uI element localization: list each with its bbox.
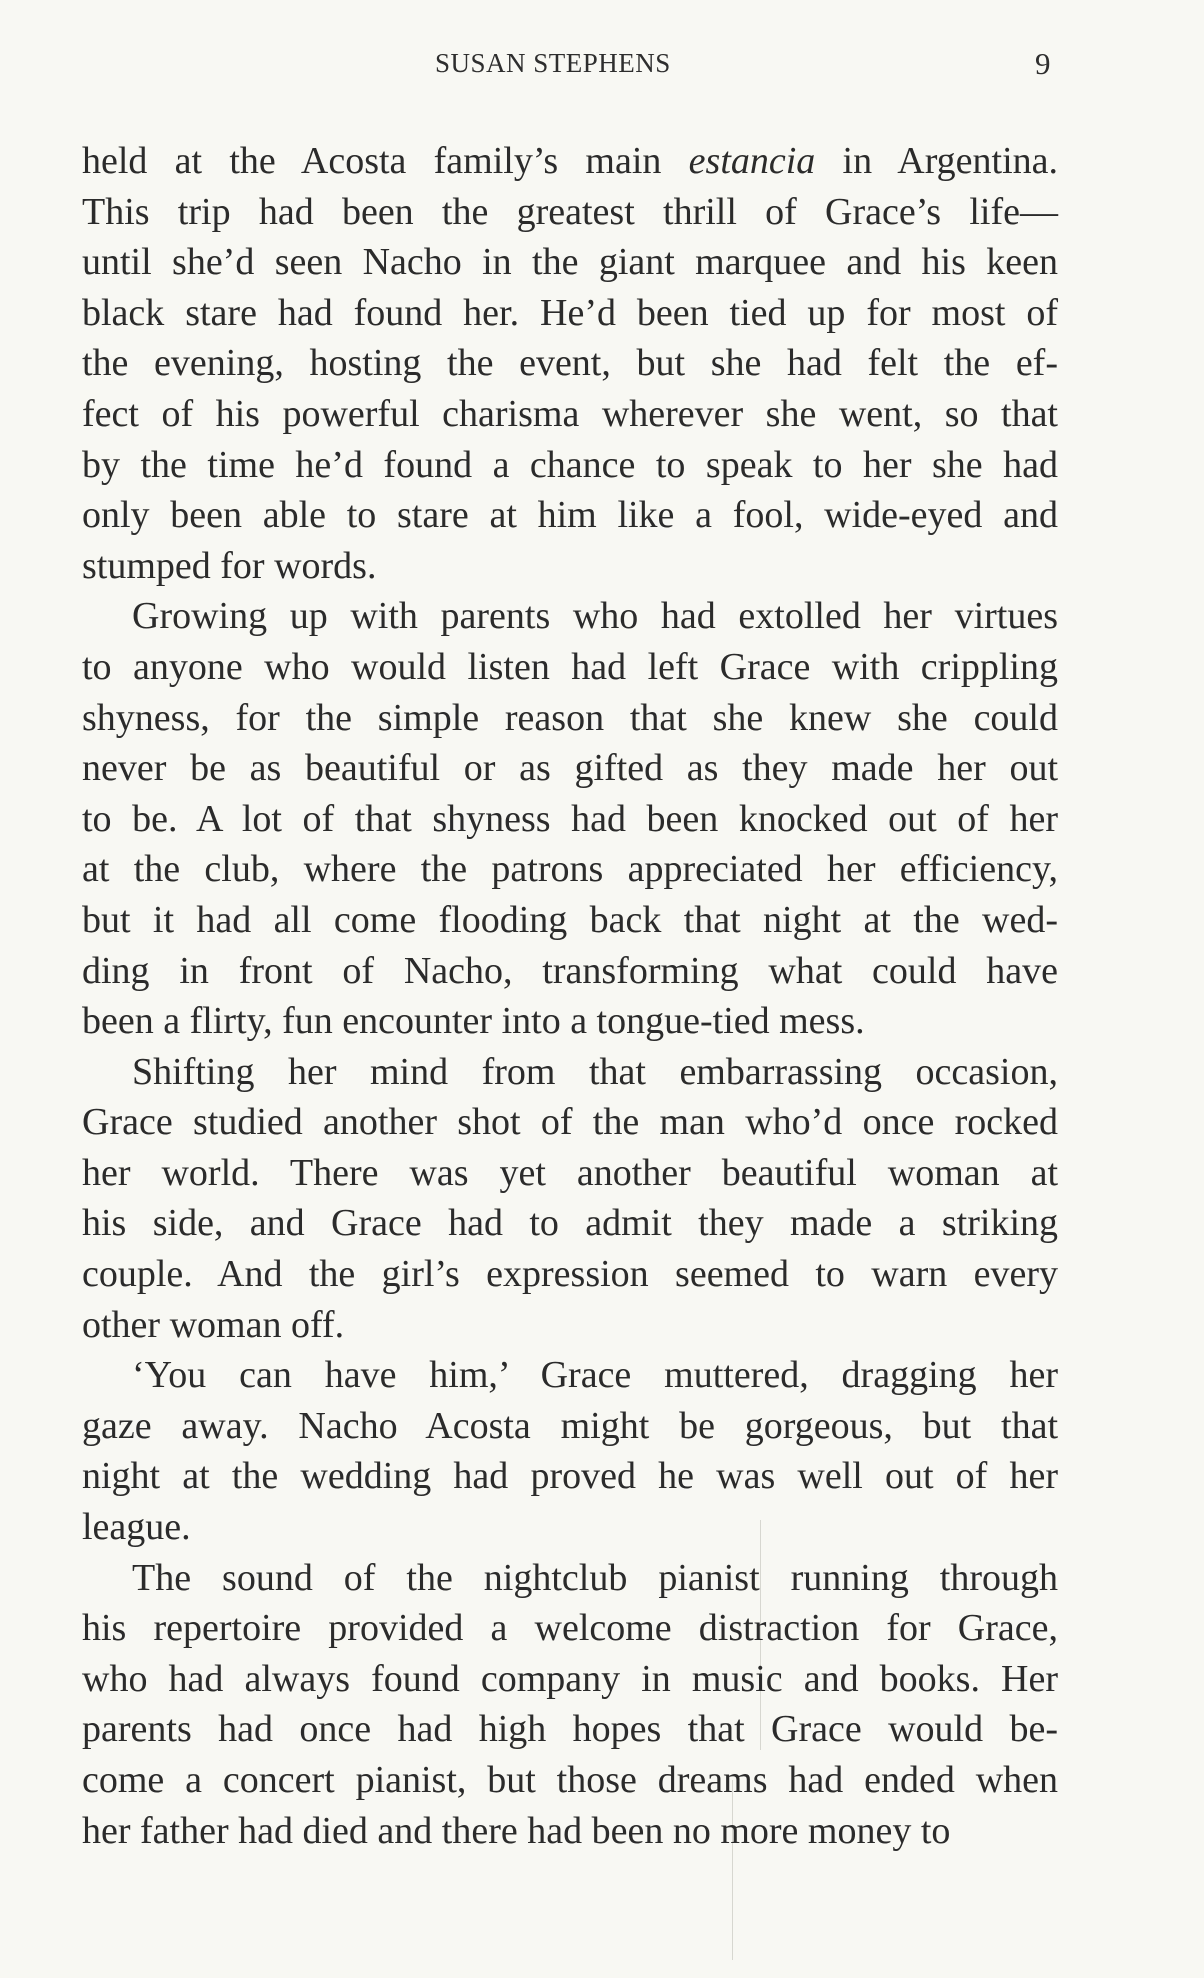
text-line: to anyone who would listen had left Grace with crippling <box>82 645 1058 688</box>
text-line: shyness, for the simple reason that she knew she could <box>82 696 1058 739</box>
text-line: other woman off. <box>82 1303 345 1346</box>
paragraph <box>82 591 1058 1046</box>
page-number: 9 <box>1035 46 1051 81</box>
text-line: to be. A lot of that shyness had been knocked out of her <box>82 797 1058 840</box>
text-line: league. <box>82 1506 191 1549</box>
paragraph <box>82 1553 1058 1857</box>
text-line: held at the Acosta family’s main estancia in Argentina. <box>82 140 1059 182</box>
text-line: black stare had found her. He’d been tied up for most of <box>82 291 1058 334</box>
text-line: her world. There was yet another beautiful woman at <box>82 1151 1058 1194</box>
text-line: The sound of the nightclub pianist running through <box>132 1556 1058 1599</box>
text-line: never be as beautiful or as gifted as they made her out <box>82 747 1058 790</box>
text-line: gaze away. Nacho Acosta might be gorgeous, but that <box>82 1404 1058 1447</box>
text-line: stumped for words. <box>82 544 377 587</box>
text-line: been a flirty, fun encounter into a tongue-tied mess. <box>82 1000 865 1043</box>
paragraph <box>82 1047 1058 1351</box>
text-line: who had always found company in music and books. Her <box>82 1657 1058 1700</box>
text-line: fect of his powerful charisma wherever she went, so that <box>82 392 1058 435</box>
text-line: his side, and Grace had to admit they made a striking <box>82 1202 1058 1245</box>
text-line: at the club, where the patrons appreciated her efficiency, <box>82 848 1058 891</box>
text-line: only been able to stare at him like a fool, wide-eyed and <box>82 494 1058 537</box>
paragraph <box>82 1350 1058 1552</box>
text-line: the evening, hosting the event, but she had felt the ef- <box>82 342 1058 385</box>
text-line: This trip had been the greatest thrill of Grace’s life— <box>82 190 1058 233</box>
text-line: her father had died and there had been no more money to <box>82 1809 951 1852</box>
text-line: by the time he’d found a chance to speak to her she had <box>82 443 1058 486</box>
text-line: ‘You can have him,’ Grace muttered, dragging her <box>132 1354 1058 1397</box>
italic-word: estancia <box>688 140 816 182</box>
text-line: night at the wedding had proved he was well out of her <box>82 1455 1058 1498</box>
text-line: couple. And the girl’s expression seemed to warn every <box>82 1253 1058 1296</box>
text-line: his repertoire provided a welcome distraction for Grace, <box>82 1607 1058 1650</box>
text-line: Grace studied another shot of the man who’d once rocked <box>82 1101 1058 1144</box>
text-line: come a concert pianist, but those dreams had ended when <box>82 1759 1058 1801</box>
running-head <box>0 48 1204 88</box>
text-line: parents had once had high hopes that Grace would be- <box>82 1708 1058 1751</box>
text-line: Shifting her mind from that embarrassing occasion, <box>132 1050 1058 1093</box>
paragraph <box>82 136 1058 591</box>
text-line: Growing up with parents who had extolled her virtues <box>132 595 1058 638</box>
body-text <box>82 136 1058 1856</box>
running-head-author: SUSAN STEPHENS <box>435 48 671 78</box>
text-line: but it had all come flooding back that night at the wed- <box>82 898 1058 941</box>
text-line: until she’d seen Nacho in the giant marquee and his keen <box>82 241 1058 284</box>
text-line: ding in front of Nacho, transforming what could have <box>82 949 1058 992</box>
